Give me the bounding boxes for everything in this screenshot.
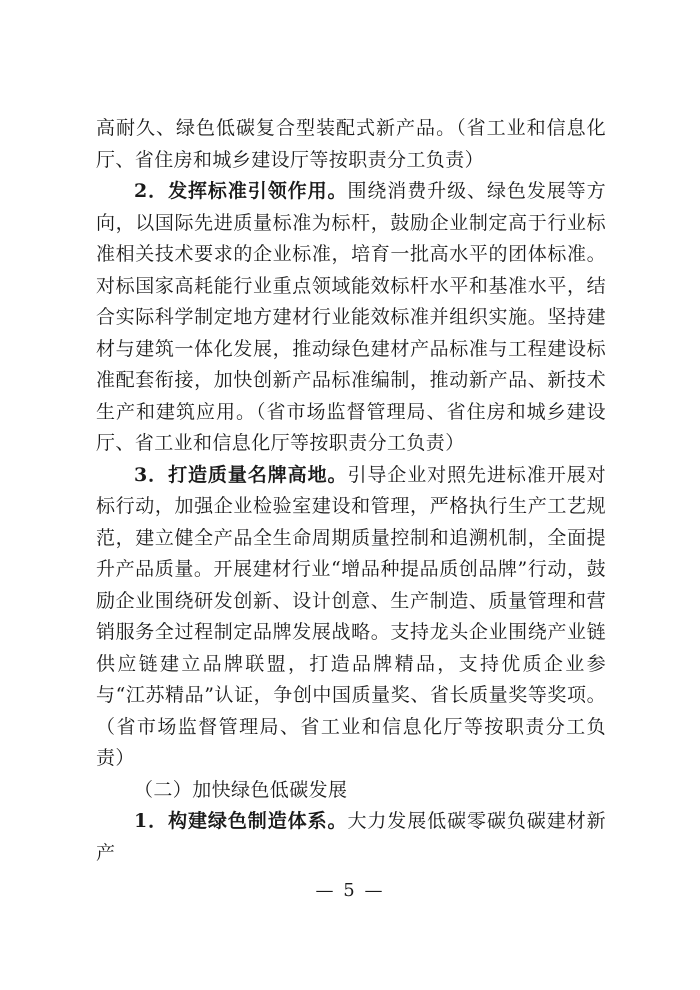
item-heading: 3．打造质量名牌高地。 (134, 463, 348, 486)
page-number: — 5 — (315, 880, 385, 901)
paragraph-text: 引导企业对照先进标准开展对标行动，加强企业检验室建设和管理，严格执行生产工艺规范，建立健全产品全生命周期质量控制和追溯机制，全面提升产品质量。开展建材行业“增品种提品质创品牌”行动，鼓励企业围绕研发创新、设计创意、生产制造、质量管理和营销服务全过程制定品牌发展战略。支持龙头企业围绕产业链供应链建立品牌联盟，打造品牌精品，支持优质企业参与“江苏精品”认证，争创中国质量奖、省长质量奖等奖项。（省市场监督管理局、省工业和信息化厅等按职责分工负责） (96, 463, 607, 769)
section-heading: （二）加快绿色低碳发展 (134, 778, 348, 801)
paragraph-item-3 (96, 460, 606, 775)
paragraph-continuation (96, 113, 606, 176)
paragraph-text: 大力发展低碳零碳负碳建材新产 (96, 810, 607, 864)
paragraph-item-1 (96, 806, 606, 869)
paragraph-text: 围绕消费升级、绿色发展等方向，以国际先进质量标准为标杆，鼓励企业制定高于行业标准相关技术要求的企业标准，培育一批高水平的团体标准。对标国家高耗能行业重点领域能效标杆水平和基准水平，结合实际科学制定地方建材行业能效标准并组织实施。坚持建材与建筑一体化发展，推动绿色建材产品标准与工程建设标准配套衔接，加快创新产品标准编制，推动新产品、新技术生产和建筑应用。（省市场监督管理局、省住房和城乡建设厅、省工业和信息化厅等按职责分工负责） (96, 180, 607, 454)
body-text (96, 113, 606, 869)
paragraph-item-2 (96, 176, 606, 460)
item-heading: 1．构建绿色制造体系。 (134, 810, 348, 832)
item-heading: 2．发挥标准引领作用。 (134, 180, 348, 202)
paragraph-text: 高耐久、绿色低碳复合型装配式新产品。（省工业和信息化厅、省住房和城乡建设厅等按职责分工负责） (96, 117, 606, 171)
